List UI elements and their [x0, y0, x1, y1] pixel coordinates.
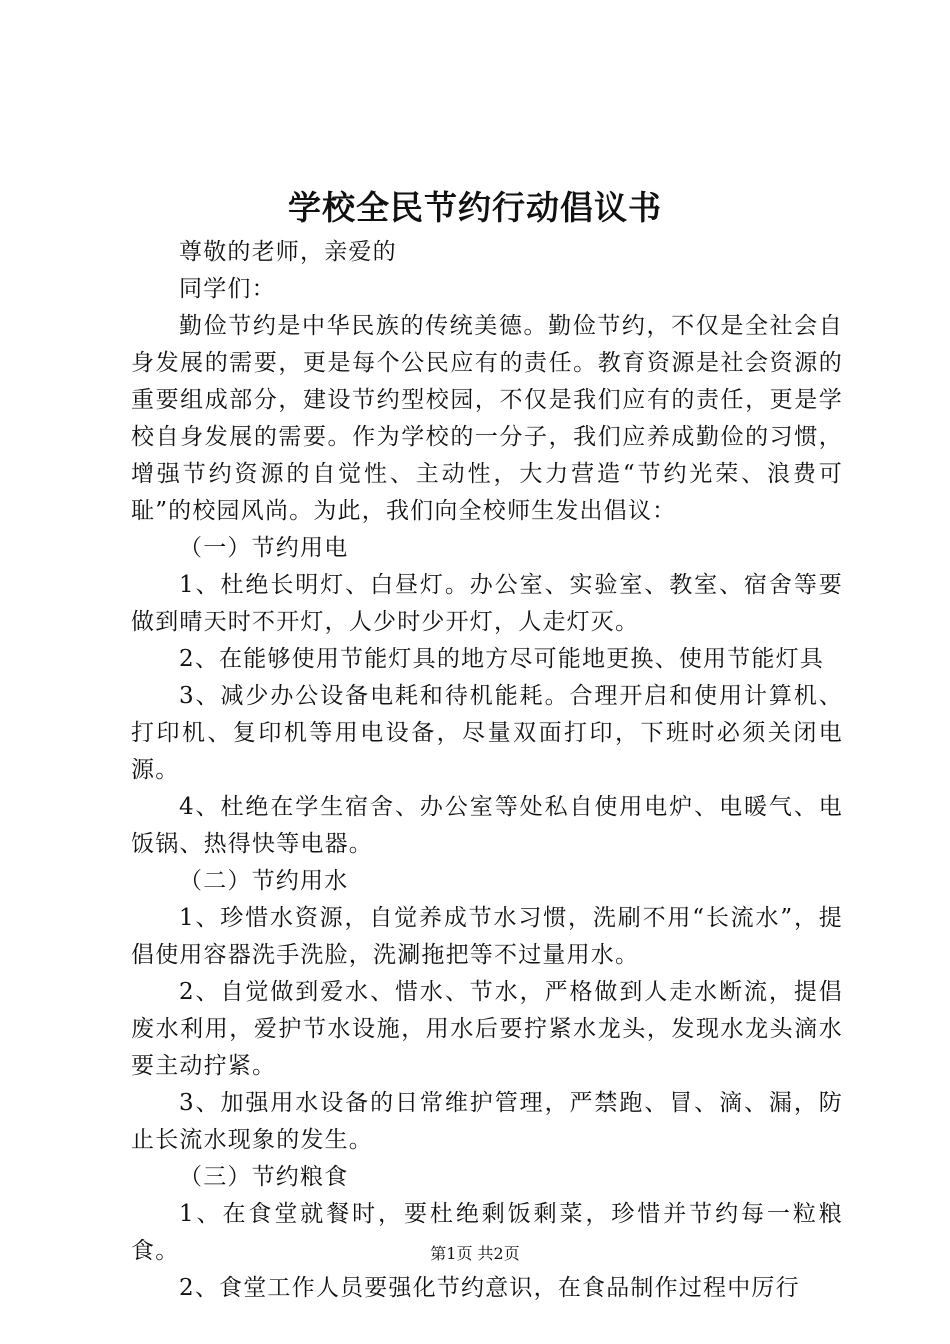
electricity-item-1: 1、杜绝长明灯、白昼灯。办公室、实验室、教室、宿舍等要做到晴天时不开灯，人少时少开灯，人走灯灭。: [131, 572, 843, 635]
salutation-line-2: 同学们：: [179, 276, 276, 302]
food-item-1: 1、在食堂就餐时，要杜绝剩饭剩菜，珍惜并节约每一粒粮食。: [131, 1201, 843, 1264]
electricity-item-3: 3、减少办公设备电耗和待机能耗。合理开启和使用计算机、打印机、复印机等用电设备，尽量双面打印，下班时必须关闭电源。: [131, 683, 843, 783]
electricity-item-4: 4、杜绝在学生宿舍、办公室等处私自使用电炉、电暖气、电饭锅、热得快等电器。: [131, 794, 843, 857]
section-heading-electricity: （一）节约用电: [179, 535, 349, 561]
water-item-1: 1、珍惜水资源，自觉养成节水习惯，洗刷不用“长流水”，提倡使用容器洗手洗脸，洗涮拖把等不过量用水。: [131, 905, 843, 968]
document-body: [131, 234, 843, 1307]
water-item-2: 2、自觉做到爱水、惜水、节水，严格做到人走水断流，提倡废水利用，爱护节水设施，用水后要拧紧水龙头，发现水龙头滴水要主动拧紧。: [131, 979, 843, 1079]
electricity-item-2: 2、在能够使用节能灯具的地方尽可能地更换、使用节能灯具: [179, 646, 825, 672]
water-item-3: 3、加强用水设备的日常维护管理，严禁跑、冒、滴、漏，防止长流水现象的发生。: [131, 1090, 843, 1153]
salutation-line-1: 尊敬的老师，亲爱的: [179, 239, 397, 265]
section-heading-food: （三）节约粮食: [179, 1164, 349, 1190]
food-item-2: 2、食堂工作人员要强化节约意识，在食品制作过程中厉行: [179, 1275, 800, 1301]
intro-paragraph: 勤俭节约是中华民族的传统美德。勤俭节约，不仅是全社会自身发展的需要，更是每个公民应有的责任。教育资源是社会资源的重要组成部分，建设节约型校园，不仅是我们应有的责任，更是学校自身发展的需要。作为学校的一分子，我们应养成勤俭的习惯，增强节约资源的自觉性、主动性，大力营造“节约光荣、浪费可耻”的校园风尚。为此，我们向全校师生发出倡议：: [131, 313, 843, 524]
section-heading-water: （二）节约用水: [179, 868, 349, 894]
page-footer: 第1页 共2页: [430, 1244, 520, 1263]
document-title: 学校全民节约行动倡议书: [288, 188, 662, 227]
